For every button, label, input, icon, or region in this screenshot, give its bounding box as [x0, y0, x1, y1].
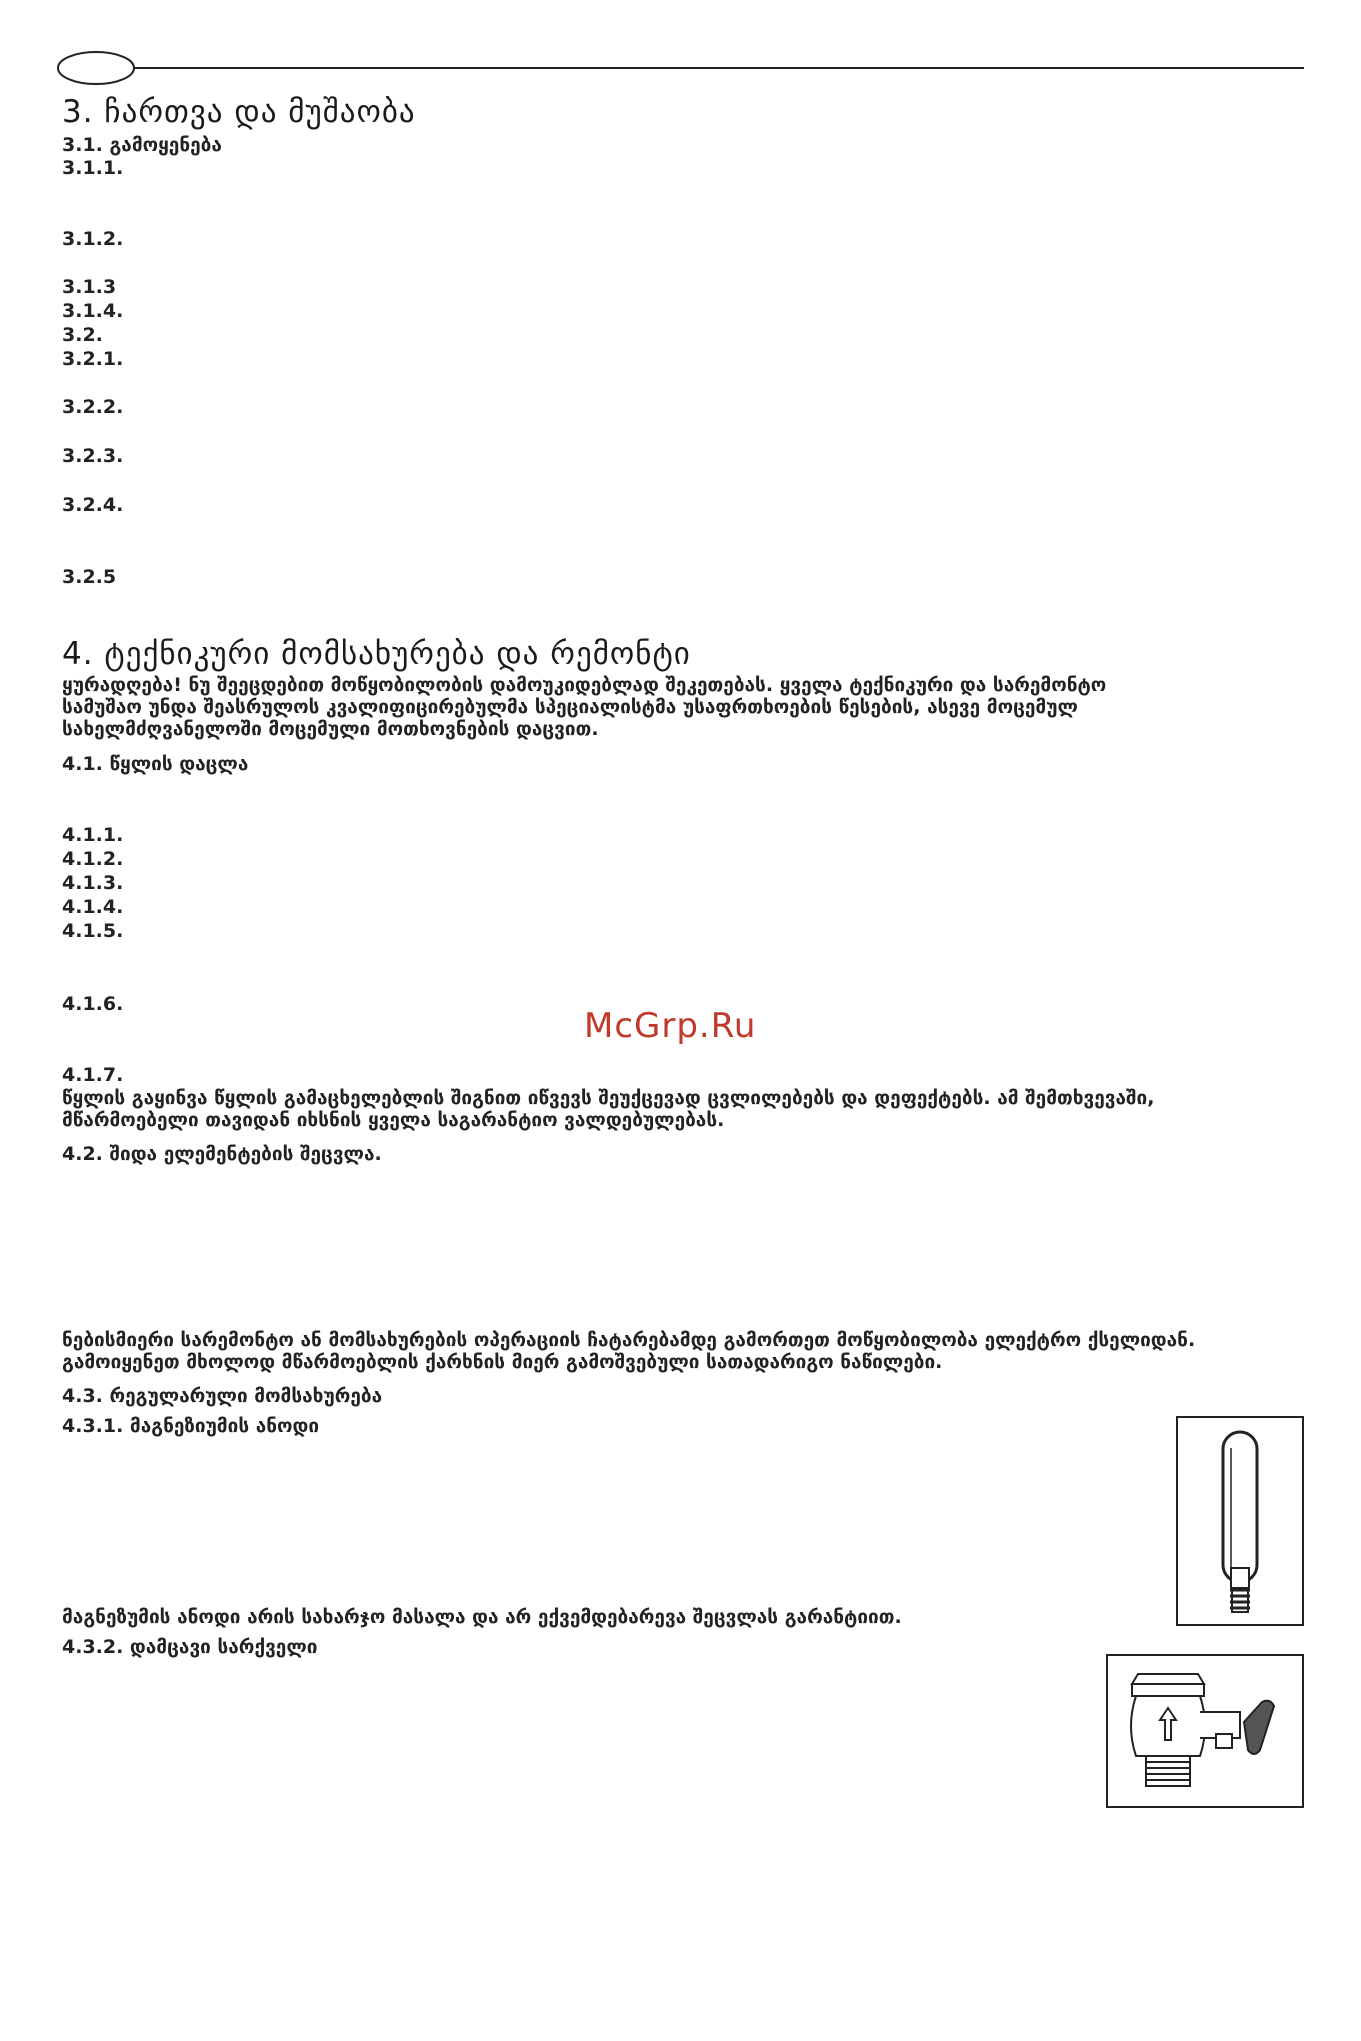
anode-figure: [1176, 1416, 1304, 1626]
repair-paragraph: [62, 1329, 1302, 1373]
item-3-2-4: 3.2.4.: [62, 494, 124, 516]
subsection-4-3-1: 4.3.1. მაგნეზიუმის ანოდი: [62, 1415, 320, 1437]
item-4-1-5: 4.1.5.: [62, 920, 124, 942]
subsection-4-1: 4.1. წყლის დაცლა: [62, 753, 249, 775]
item-3-1-3: 3.1.3: [62, 276, 117, 298]
warning-line-3: სახელმძღვანელოში მოცემული მოთხოვნების დაცვით.: [62, 718, 599, 740]
subsection-3-1: 3.1. გამოყენება: [62, 134, 222, 156]
watermark: McGrp.Ru: [584, 1006, 757, 1046]
warning-paragraph: [62, 674, 1302, 740]
valve-figure: [1106, 1654, 1304, 1808]
item-4-1-6: 4.1.6.: [62, 993, 124, 1015]
repair-line-1: ნებისმიერი სარემონტო ან მომსახურების ოპერაციის ჩატარებამდე გამორთეთ მოწყობილობა ელექტრო ქსელიდან.: [62, 1329, 1196, 1351]
freeze-line-2: მწარმოებელი თავიდან იხსნის ყველა საგარანტიო ვალდებულებას.: [62, 1109, 725, 1131]
safety-valve-icon: [1108, 1656, 1302, 1806]
subsection-4-3: 4.3. რეგულარული მომსახურება: [62, 1385, 383, 1407]
header-rule: [56, 48, 1306, 88]
item-3-1-4: 3.1.4.: [62, 300, 124, 322]
item-3-1-2: 3.1.2.: [62, 228, 124, 250]
item-4-1-1: 4.1.1.: [62, 824, 124, 846]
item-4-1-3: 4.1.3.: [62, 872, 124, 894]
warning-line-2: სამუშაო უნდა შეასრულოს კვალიფიცირებულმა სპეციალისტმა უსაფრთხოების წესების, ასევე მოცემულ: [62, 696, 1078, 718]
item-3-2-1: 3.2.1.: [62, 348, 124, 370]
repair-line-2: გამოიყენეთ მხოლოდ მწარმოებლის ქარხნის მიერ გამოშვებული სათადარიგო ნაწილები.: [62, 1351, 943, 1373]
freeze-line-1: წყლის გაყინვა წყლის გამაცხელებლის შიგნით იწვევს შეუქცევად ცვლილებებს და დეფექტებს. ამ შემთხვევაში,: [62, 1087, 1155, 1109]
item-3-2-2: 3.2.2.: [62, 396, 124, 418]
section-3-title: 3. ჩართვა და მუშაობა: [62, 94, 416, 130]
section-4-title: 4. ტექნიკური მომსახურება და რემონტი: [62, 636, 691, 672]
freeze-paragraph: [62, 1087, 1302, 1131]
item-4-1-4: 4.1.4.: [62, 896, 124, 918]
warning-line-1: ყურადღება! ნუ შეეცდებით მოწყობილობის დამოუკიდებლად შეკეთებას. ყველა ტექნიკური და სარემონტო: [62, 674, 1107, 696]
subsection-4-3-2: 4.3.2. დამცავი სარქველი: [62, 1636, 318, 1658]
magnesium-anode-icon: [1178, 1418, 1302, 1624]
item-4-1-2: 4.1.2.: [62, 848, 124, 870]
anode-note: მაგნეზუმის ანოდი არის სახარჯო მასალა და არ ექვემდებარევა შეცვლას გარანტიით.: [62, 1606, 902, 1628]
item-4-1-7: 4.1.7.: [62, 1064, 124, 1086]
item-3-2-5: 3.2.5: [62, 566, 117, 588]
subsection-4-2: 4.2. შიდა ელემენტების შეცვლა.: [62, 1143, 382, 1165]
item-3-2: 3.2.: [62, 324, 103, 346]
item-3-2-3: 3.2.3.: [62, 445, 124, 467]
item-3-1-1: 3.1.1.: [62, 157, 124, 179]
